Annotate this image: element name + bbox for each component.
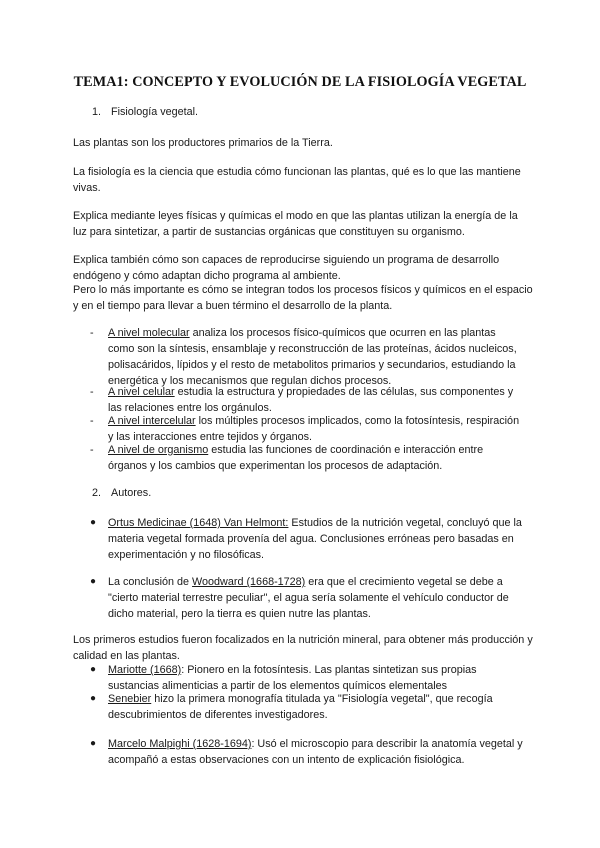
author-term: Senebier [108, 693, 152, 705]
section-label: Fisiología vegetal. [111, 106, 199, 118]
bullet-marker: ● [90, 738, 97, 749]
level-text: estudia las funciones de coordinación e interacción entre órganos y los cambios que experimentan los procesos de adaptación. [108, 444, 484, 472]
level-text: los múltiples procesos implicados, como la fotosíntesis, respiración y las interacciones entre tejidos y órganos. [108, 415, 520, 443]
list-item [92, 413, 522, 445]
author-term: Mariotte (1668) [108, 664, 182, 676]
author-text: Estudios de la nutrición vegetal, concluyó que la materia vegetal formada provenía del agua. Conclusiones erróneas pero basadas en experimentación y no filosóficas. [108, 517, 522, 561]
author-text: : Usó el microscopio para describir la anatomía vegetal y acompañó a estas observaciones con un intento de explicación fisiológica. [108, 738, 523, 766]
author-term: Marcelo Malpighi (1628-1694) [108, 738, 252, 750]
dash-marker: - [90, 415, 94, 427]
level-term: A nivel molecular [108, 327, 190, 339]
author-pre: La conclusión de [108, 576, 193, 588]
section-heading-1 [92, 106, 198, 118]
bullet-marker: ● [90, 576, 97, 587]
author-text: : Pionero en la fotosíntesis. Las plantas sintetizan sus propias sustancias alimenticias a partir de los elementos químicos elementales [108, 664, 477, 692]
section-heading-2 [92, 487, 151, 499]
section-number: 2. [92, 487, 102, 499]
list-item [90, 691, 530, 723]
section-number: 1. [92, 106, 102, 118]
author-term: Ortus Medicinae (1648) Van Helmont: [108, 517, 289, 529]
paragraph: La fisiología es la ciencia que estudia cómo funcionan las plantas, qué es lo que las mantiene vivas. [73, 166, 521, 194]
level-text: analiza los procesos físico-químicos que ocurren en las plantas como son la síntesis, ensamblaje y reconstrucción de las proteínas, ácidos nucleicos, polisacáridos, lípidos y el resto de metabolitos primarios y secundarios, estudiando la energética y los mecanismos que regulan dichos procesos. [108, 327, 517, 387]
bullet-marker: ● [90, 517, 97, 528]
level-text: estudia la estructura y propiedades de las células, sus componentes y las relaciones entre los orgánulos. [108, 386, 514, 414]
paragraph: Explica también cómo son capaces de reproducirse siguiendo un programa de desarrollo endógeno y cómo adaptan dicho programa al ambiente. [73, 254, 500, 282]
dash-marker: - [90, 327, 94, 339]
dash-marker: - [90, 444, 94, 456]
page-title: TEMA1: CONCEPTO Y EVOLUCIÓN DE LA FISIOLOGÍA VEGETAL [73, 74, 527, 90]
author-text: hizo la primera monografía titulada ya "Fisiología vegetal", que recogía descubrimientos de diferentes investigadores. [108, 693, 493, 721]
list-item [90, 662, 530, 694]
bullet-marker: ● [90, 693, 97, 704]
bullet-marker: ● [90, 664, 97, 675]
paragraph: Las plantas son los productores primarios de la Tierra. [73, 137, 333, 149]
author-term: Woodward (1668-1728) [192, 576, 306, 588]
list-item [92, 384, 522, 416]
list-item [90, 736, 530, 768]
list-item [92, 442, 522, 474]
list-item [90, 574, 530, 622]
section-label: Autores. [111, 487, 152, 499]
list-item [92, 325, 522, 389]
level-term: A nivel intercelular [108, 415, 196, 427]
level-term: A nivel de organismo [108, 444, 209, 456]
paragraph: Explica mediante leyes físicas y químicas el modo en que las plantas utilizan la energía de la luz para sintetizar, a partir de sustancias orgánicas que constituyen su organismo. [73, 210, 518, 238]
list-item [90, 515, 530, 563]
paragraph: Pero lo más importante es cómo se integran todos los procesos físicos y químicos en el espacio y en el tiempo para llevar a buen término el desarrollo de la planta. [73, 284, 533, 312]
author-text: era que el crecimiento vegetal se debe a "cierto material terrestre peculiar", el agua sería solamente el vehículo conductor de dicho material, pero la tierra es quien nutre las plantas. [108, 576, 509, 620]
dash-marker: - [90, 386, 94, 398]
level-term: A nivel celular [108, 386, 175, 398]
paragraph: Los primeros estudios fueron focalizados en la nutrición mineral, para obtener más producción y calidad en las plantas. [73, 634, 533, 662]
